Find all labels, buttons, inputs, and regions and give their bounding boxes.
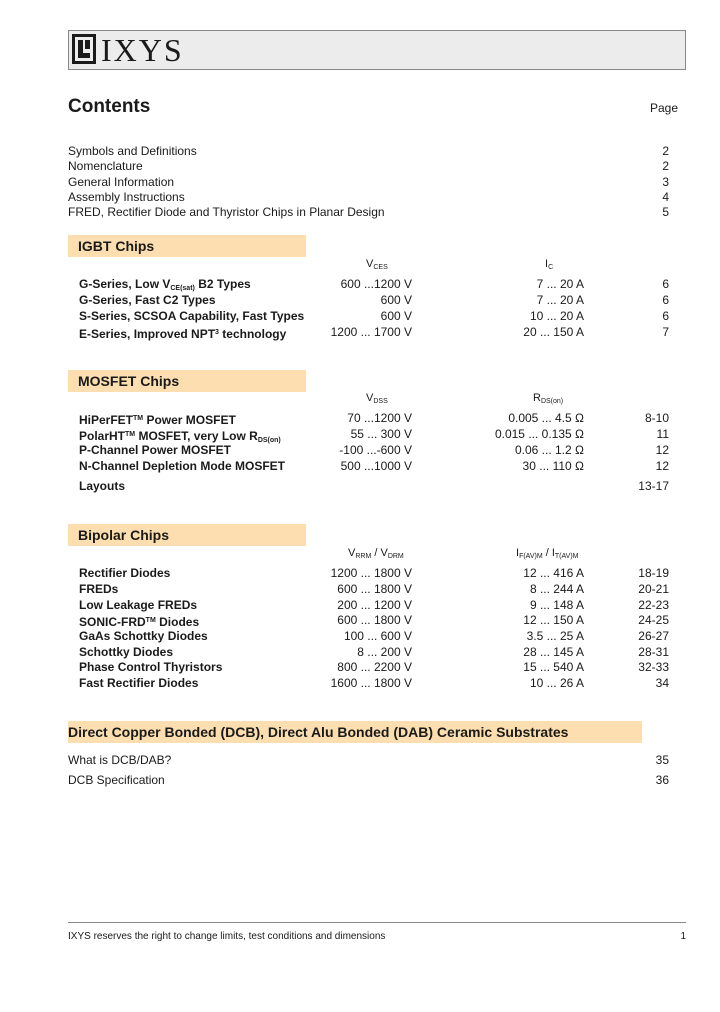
dcb-item-label: DCB Specification	[68, 773, 165, 787]
label-text: technology	[218, 327, 287, 341]
section-title: Direct Copper Bonded (DCB), Direct Alu Bonded (DAB) Ceramic Substrates	[68, 724, 569, 740]
contents-item-page: 3	[662, 175, 669, 189]
section-dcb-substrates	[68, 721, 642, 743]
product-label	[79, 309, 304, 324]
voltage-range: 800 ... 2200 V	[337, 660, 412, 674]
product-label	[79, 598, 197, 613]
label-text: HiPerFET	[79, 413, 134, 427]
page-number: 26-27	[638, 629, 669, 643]
contents-item-label: Symbols and Definitions	[68, 144, 197, 158]
logo-text: IXYS	[101, 32, 184, 68]
label-text: P-Channel Power MOSFET	[79, 443, 232, 457]
contents-item-label: General Information	[68, 175, 175, 189]
product-label	[79, 293, 216, 308]
page-column-label: Page	[649, 101, 678, 115]
second-param-range: 20 ... 150 A	[523, 325, 584, 339]
section-bipolar-chips	[68, 524, 306, 546]
page-number: 28-31	[638, 645, 669, 659]
contents-item-label: Nomenclature	[68, 159, 143, 173]
bipolar-col-voltage: $V_{RRM} / V_{DRM}$	[348, 547, 404, 560]
voltage-range: 55 ... 300 V	[350, 427, 412, 441]
igbt-col-voltage: $V_{CES}$	[366, 258, 388, 271]
second-param-range: 7 ... 20 A	[536, 293, 584, 307]
second-param-range: 15 ... 540 A	[523, 660, 584, 674]
second-param-range: 12 ... 150 A	[523, 613, 584, 627]
voltage-range: 100 ... 600 V	[343, 629, 412, 643]
product-label	[79, 613, 199, 630]
page-number: 7	[662, 325, 669, 339]
voltage-range: 1200 ... 1800 V	[330, 566, 412, 580]
product-label	[79, 325, 286, 342]
voltage-range: 600 ... 1800 V	[337, 613, 412, 627]
second-param-range: 3.5 ... 25 A	[526, 629, 584, 643]
contents-item-page: 5	[662, 205, 669, 219]
product-label	[79, 645, 173, 660]
page-number: 12	[655, 459, 669, 473]
ixys-logo-icon	[72, 34, 96, 64]
page-number: 12	[655, 443, 669, 457]
second-param-range: 8 ... 244 A	[529, 582, 584, 596]
label-text: Power MOSFET	[143, 413, 236, 427]
product-label	[79, 566, 170, 581]
contents-item-label: FRED, Rectifier Diode and Thyristor Chips in Planar Design	[68, 205, 385, 219]
mosfet-col-resistance: $R_{DS(on)}$	[533, 392, 564, 405]
page-number: 34	[655, 676, 669, 690]
dcb-item-label: What is DCB/DAB?	[68, 753, 172, 767]
page-number: 18-19	[638, 566, 669, 580]
label-text: G-Series, Low V	[79, 277, 171, 291]
label-text: B2 Types	[194, 277, 251, 291]
label-superscript: TM	[125, 431, 136, 438]
contents-item-page: 2	[662, 144, 669, 158]
second-param-range: 12 ... 416 A	[523, 566, 584, 580]
voltage-range: 200 ... 1200 V	[337, 598, 412, 612]
bipolar-col-current: $I_{F(AV)M} / I_{T(AV)M}$	[516, 547, 579, 560]
label-text: N-Channel Depletion Mode MOSFET	[79, 459, 285, 473]
product-label	[79, 629, 208, 644]
label-text: Fast Rectifier Diodes	[79, 676, 199, 690]
layouts-label: Layouts	[79, 479, 126, 493]
dcb-item-page: 35	[655, 753, 669, 767]
second-param-range: 10 ... 20 A	[529, 309, 584, 323]
contents-item-page: 2	[662, 159, 669, 173]
section-mosfet-chips	[68, 370, 306, 392]
label-subscript: DS(on)	[257, 437, 281, 444]
voltage-range: 600 V	[380, 293, 412, 307]
second-param-range: 10 ... 26 A	[529, 676, 584, 690]
voltage-range: 600 ... 1800 V	[337, 582, 412, 596]
second-param-range: 9 ... 148 A	[529, 598, 584, 612]
second-param-range: 28 ... 145 A	[523, 645, 584, 659]
second-param-range: 0.015 ... 0.135 Ω	[494, 427, 584, 441]
footer-page-number: 1	[680, 931, 686, 942]
page-title: Contents	[68, 96, 151, 117]
voltage-range: 600 V	[380, 309, 412, 323]
product-label	[79, 459, 285, 474]
product-label	[79, 660, 222, 675]
label-text: PolarHT	[79, 429, 126, 443]
page-number: 8-10	[644, 411, 669, 425]
product-label	[79, 411, 236, 428]
igbt-col-current: $I_C$	[545, 258, 554, 271]
label-text: E-Series, Improved NPT	[79, 327, 216, 341]
label-text: GaAs Schottky Diodes	[79, 629, 208, 643]
page-number: 20-21	[638, 582, 669, 596]
label-subscript: CE(sat)	[170, 285, 195, 292]
page-number: 6	[662, 277, 669, 291]
section-igbt-chips	[68, 235, 306, 257]
layouts-page: 13-17	[638, 479, 669, 493]
second-param-range: 7 ... 20 A	[536, 277, 584, 291]
contents-item-label: Assembly Instructions	[68, 190, 185, 204]
second-param-range: 0.005 ... 4.5 Ω	[508, 411, 584, 425]
label-text: Schottky Diodes	[79, 645, 174, 659]
product-label	[79, 676, 198, 691]
section-title: MOSFET Chips	[78, 373, 180, 389]
contents-item-page: 4	[662, 190, 669, 204]
voltage-range: 70 ...1200 V	[347, 411, 412, 425]
label-text: Low Leakage FREDs	[79, 598, 198, 612]
page-number: 24-25	[638, 613, 669, 627]
page-number: 22-23	[638, 598, 669, 612]
voltage-range: 500 ...1000 V	[340, 459, 412, 473]
footer-disclaimer: IXYS reserves the right to change limits, test conditions and dimensions	[68, 931, 386, 942]
label-superscript: 3	[215, 329, 219, 336]
page-number: 6	[662, 293, 669, 307]
label-text: MOSFET, very Low R	[135, 429, 258, 443]
label-text: Rectifier Diodes	[79, 566, 171, 580]
dcb-item-page: 36	[655, 773, 669, 787]
label-text: G-Series, Fast C2 Types	[79, 293, 216, 307]
page-number: 6	[662, 309, 669, 323]
label-text: S-Series, SCSOA Capability, Fast Types	[79, 309, 305, 323]
product-label	[79, 582, 118, 597]
label-text: SONIC-FRD	[79, 615, 146, 629]
label-superscript: TM	[133, 415, 144, 422]
second-param-range: 0.06 ... 1.2 Ω	[514, 443, 584, 457]
page-number: 32-33	[638, 660, 669, 674]
label-text: Diodes	[155, 615, 200, 629]
label-superscript: TM	[145, 617, 156, 624]
section-title: IGBT Chips	[78, 238, 155, 254]
mosfet-col-voltage: $V_{DSS}$	[366, 392, 388, 405]
section-title: Bipolar Chips	[78, 527, 170, 543]
product-label	[79, 443, 231, 458]
voltage-range: 8 ... 200 V	[357, 645, 412, 659]
label-text: Phase Control Thyristors	[79, 660, 223, 674]
label-text: FREDs	[79, 582, 119, 596]
voltage-range: -100 ...-600 V	[339, 443, 412, 457]
page-number: 11	[656, 427, 669, 441]
voltage-range: 600 ...1200 V	[340, 277, 412, 291]
voltage-range: 1600 ... 1800 V	[330, 676, 412, 690]
footer-divider	[68, 922, 686, 923]
voltage-range: 1200 ... 1700 V	[330, 325, 412, 339]
second-param-range: 30 ... 110 Ω	[522, 459, 584, 473]
